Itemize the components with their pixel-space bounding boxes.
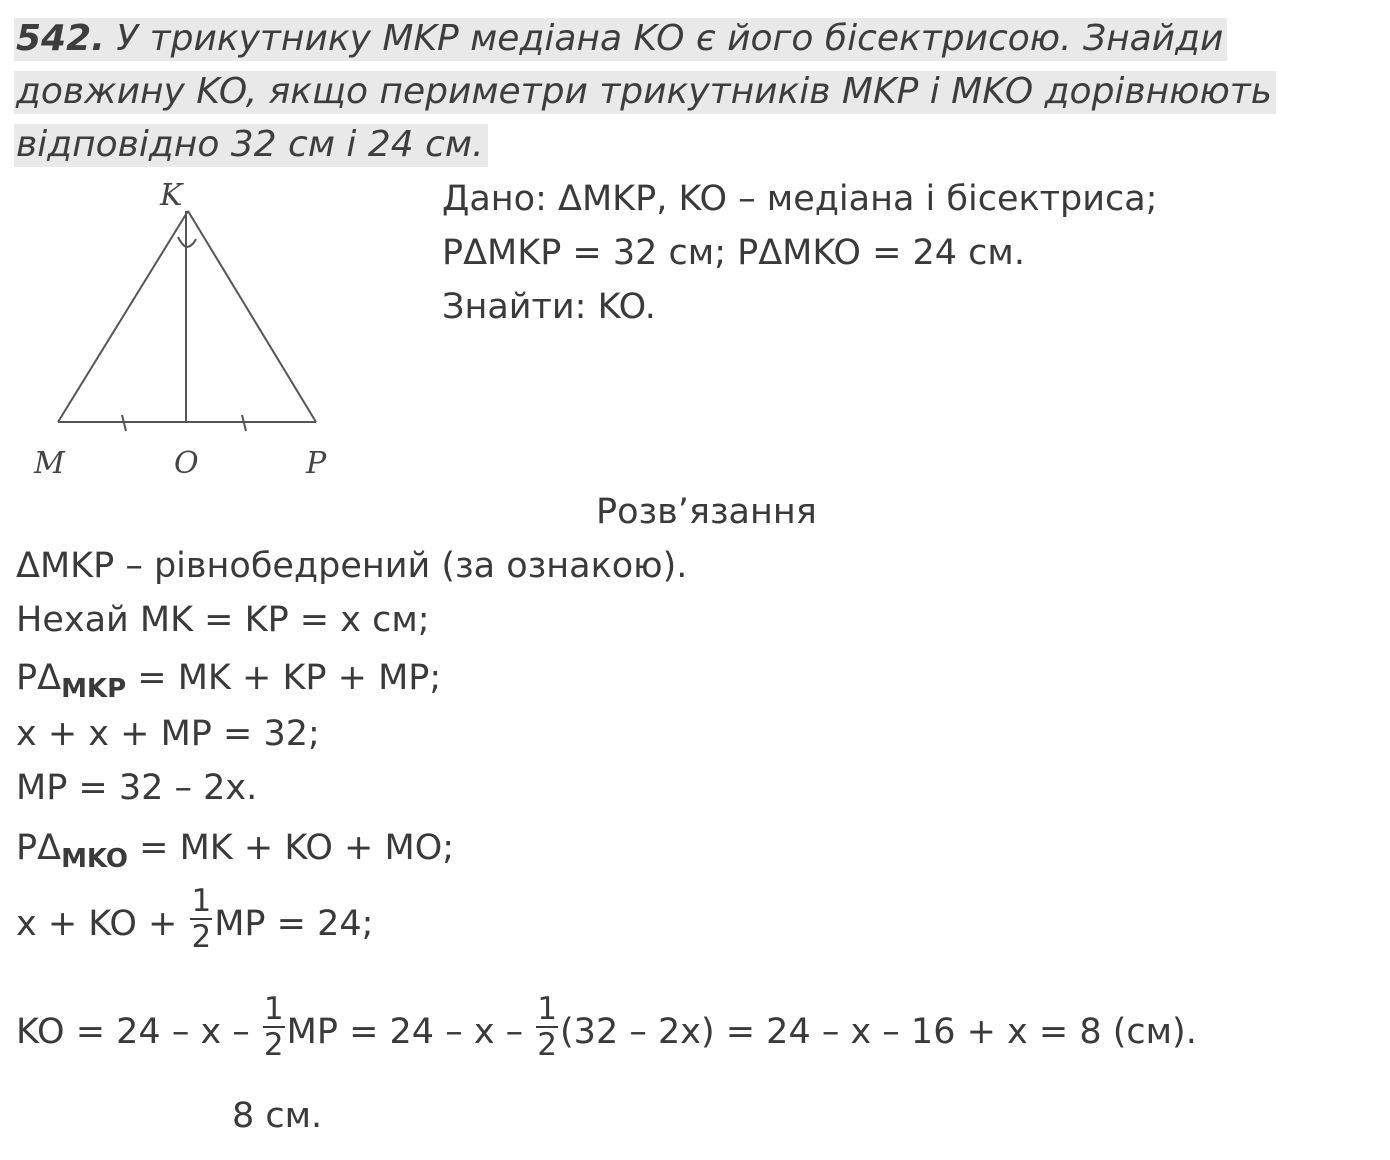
solution-line-5: MP = 32 – 2x. xyxy=(16,768,258,808)
label-p: P xyxy=(306,446,327,481)
fraction-denominator: 2 xyxy=(191,919,212,955)
equation-part: (32 – 2x) = 24 – x – 16 + x = 8 (см). xyxy=(560,1012,1197,1052)
problem-line-2: довжину KO, якщо периметри трикутників MKP і MKO дорівнюють xyxy=(14,71,1276,114)
perimeter-formula: = MK + KO + MO; xyxy=(128,828,455,868)
given-line-1: Дано: ΔMKP, KO – медіана і бісектриса; xyxy=(442,179,1158,219)
fraction-denominator: 2 xyxy=(537,1027,558,1063)
angle-arc-left xyxy=(178,237,186,247)
perimeter-subscript: MKO xyxy=(61,844,129,874)
solution-line-6 xyxy=(16,828,455,874)
fraction-numerator: 1 xyxy=(537,991,558,1027)
solution-line-7 xyxy=(16,883,374,960)
fraction-numerator: 1 xyxy=(191,883,212,919)
fraction-half xyxy=(536,992,558,1062)
triangle-figure xyxy=(20,175,350,485)
problem-statement xyxy=(14,12,1344,171)
solution-line-8 xyxy=(16,991,1197,1068)
solution-line-3 xyxy=(16,658,442,704)
given-line-2: PΔMKP = 32 см; PΔMKO = 24 см. xyxy=(442,233,1025,273)
label-k: K xyxy=(160,178,183,213)
problem-line-3: відповідно 32 см і 24 см. xyxy=(14,124,488,167)
perimeter-prefix: PΔ xyxy=(16,828,62,868)
fraction-numerator: 1 xyxy=(263,991,284,1027)
label-m: M xyxy=(34,446,65,481)
problem-line-1: У трикутнику MKP медіана KO є його бісектрисою. Знайди xyxy=(116,18,1224,59)
perimeter-formula: = MK + KP + MP; xyxy=(126,658,442,698)
perimeter-prefix: PΔ xyxy=(16,658,62,698)
side-mk xyxy=(58,211,188,422)
side-kp xyxy=(188,211,316,422)
given-block xyxy=(442,172,1157,334)
find-line: Знайти: KO. xyxy=(442,287,656,327)
label-o: O xyxy=(174,446,199,481)
equation-part: MP = 24 – x – xyxy=(286,1012,535,1052)
equation-part: MP = 24; xyxy=(214,904,374,944)
fraction-half xyxy=(263,992,285,1062)
solution-heading: Розв’язання xyxy=(596,492,817,532)
fraction-denominator: 2 xyxy=(263,1027,284,1063)
fraction-half xyxy=(190,884,212,954)
answer: 8 см. xyxy=(232,1096,323,1136)
angle-arc-right xyxy=(186,239,196,247)
solution-line-2: Нехай MK = KP = x см; xyxy=(16,600,430,640)
equation-part: KO = 24 – x – xyxy=(16,1012,261,1052)
solution-line-1: ΔMKP – рівнобедрений (за ознакою). xyxy=(16,546,688,586)
problem-number: 542. xyxy=(16,18,105,59)
perimeter-subscript: MKP xyxy=(61,674,127,704)
solution-line-4: x + x + MP = 32; xyxy=(16,714,320,754)
equation-part: x + KO + xyxy=(16,904,189,944)
